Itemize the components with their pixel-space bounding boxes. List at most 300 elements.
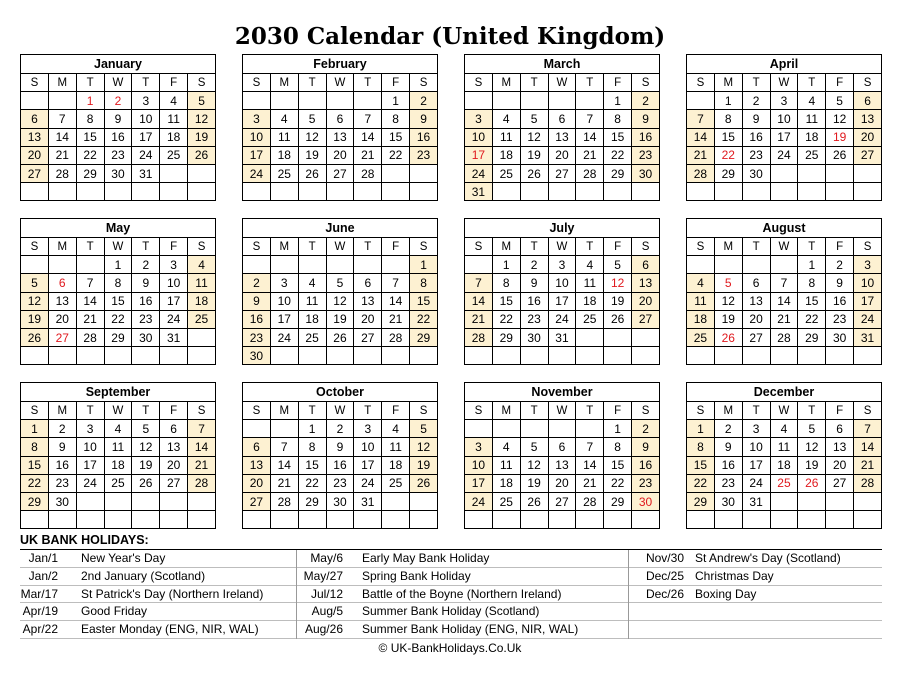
- holiday-day-cell: 17: [465, 146, 493, 164]
- day-cell: 29: [410, 328, 438, 346]
- empty-day-cell: [826, 164, 854, 182]
- empty-day-cell: [632, 511, 660, 529]
- empty-day-cell: [520, 511, 548, 529]
- day-cell: 21: [270, 474, 298, 492]
- holiday-name: Good Friday: [81, 604, 148, 619]
- day-cell: 19: [798, 456, 826, 474]
- day-cell: 1: [298, 420, 326, 438]
- empty-day-cell: [132, 183, 160, 201]
- day-cell: 2: [520, 256, 548, 274]
- day-cell: 5: [826, 92, 854, 110]
- empty-day-cell: [243, 511, 271, 529]
- week-row: [243, 456, 438, 474]
- day-cell: 3: [465, 438, 493, 456]
- day-cell: 3: [243, 110, 271, 128]
- day-cell: 26: [21, 328, 49, 346]
- week-row: [465, 110, 660, 128]
- day-cell: 1: [604, 420, 632, 438]
- day-cell: 22: [604, 146, 632, 164]
- month-november: [464, 382, 660, 529]
- month-august: [686, 218, 882, 365]
- day-cell: 18: [576, 292, 604, 310]
- holiday-date: Aug/26: [304, 622, 343, 637]
- day-cell: 29: [21, 492, 49, 510]
- empty-day-cell: [410, 347, 438, 365]
- weekday-header: S: [188, 238, 216, 256]
- page-title: 2030 Calendar (United Kingdom): [234, 23, 666, 50]
- month-name: January: [21, 55, 216, 74]
- day-cell: 25: [798, 146, 826, 164]
- day-cell: 5: [798, 420, 826, 438]
- weekday-header: W: [548, 74, 576, 92]
- month-january: [20, 54, 216, 201]
- empty-day-cell: [326, 347, 354, 365]
- weekday-header: S: [465, 238, 493, 256]
- day-cell: 18: [492, 474, 520, 492]
- week-row: [465, 456, 660, 474]
- day-cell: 10: [243, 128, 271, 146]
- empty-day-cell: [298, 92, 326, 110]
- weekday-header: S: [687, 238, 715, 256]
- day-cell: 4: [160, 92, 188, 110]
- day-cell: 24: [465, 164, 493, 182]
- empty-day-cell: [742, 256, 770, 274]
- holiday-row: [20, 568, 296, 586]
- week-row: [687, 110, 882, 128]
- day-cell: 15: [21, 456, 49, 474]
- day-cell: 18: [270, 146, 298, 164]
- empty-day-cell: [21, 183, 49, 201]
- month-name: May: [21, 219, 216, 238]
- day-cell: 21: [576, 146, 604, 164]
- day-cell: 22: [298, 474, 326, 492]
- weekday-header: W: [326, 238, 354, 256]
- day-cell: 19: [326, 310, 354, 328]
- day-cell: 11: [576, 274, 604, 292]
- weekday-header: T: [742, 74, 770, 92]
- weekday-header: T: [520, 238, 548, 256]
- day-cell: 14: [465, 292, 493, 310]
- day-cell: 10: [854, 274, 882, 292]
- weekday-header: M: [714, 402, 742, 420]
- day-cell: 4: [188, 256, 216, 274]
- day-cell: 21: [770, 310, 798, 328]
- day-cell: 15: [798, 292, 826, 310]
- weekday-header: T: [576, 238, 604, 256]
- day-cell: 16: [632, 456, 660, 474]
- holiday-date: May/27: [303, 568, 343, 583]
- day-cell: 23: [326, 474, 354, 492]
- day-cell: 29: [298, 492, 326, 510]
- day-cell: 21: [76, 310, 104, 328]
- weekday-header: M: [714, 74, 742, 92]
- day-cell: 29: [687, 492, 715, 510]
- day-cell: 31: [354, 492, 382, 510]
- holiday-day-cell: 1: [76, 92, 104, 110]
- empty-day-cell: [326, 92, 354, 110]
- week-row: [465, 164, 660, 182]
- day-cell: 20: [160, 456, 188, 474]
- empty-day-cell: [854, 347, 882, 365]
- empty-day-cell: [714, 183, 742, 201]
- day-cell: 27: [21, 164, 49, 182]
- weekday-header: T: [520, 74, 548, 92]
- day-cell: 28: [188, 474, 216, 492]
- day-cell: 12: [826, 110, 854, 128]
- day-cell: 16: [826, 292, 854, 310]
- day-cell: 7: [576, 110, 604, 128]
- weekday-header: T: [76, 238, 104, 256]
- day-cell: 28: [576, 492, 604, 510]
- day-cell: 25: [576, 310, 604, 328]
- day-cell: 9: [326, 438, 354, 456]
- empty-day-cell: [410, 183, 438, 201]
- day-cell: 25: [104, 474, 132, 492]
- week-row: [243, 183, 438, 201]
- holiday-date: Jul/12: [310, 586, 343, 601]
- empty-day-cell: [576, 420, 604, 438]
- day-cell: 11: [298, 292, 326, 310]
- weekday-header: S: [854, 238, 882, 256]
- empty-day-cell: [160, 183, 188, 201]
- weekday-header: S: [188, 74, 216, 92]
- week-row: [687, 292, 882, 310]
- empty-day-cell: [160, 164, 188, 182]
- day-cell: 8: [604, 438, 632, 456]
- empty-day-cell: [160, 511, 188, 529]
- weekday-header: S: [687, 74, 715, 92]
- day-cell: 16: [132, 292, 160, 310]
- empty-day-cell: [354, 92, 382, 110]
- day-cell: 19: [410, 456, 438, 474]
- day-cell: 29: [714, 164, 742, 182]
- weekday-header: F: [826, 238, 854, 256]
- day-cell: 24: [770, 146, 798, 164]
- empty-day-cell: [826, 511, 854, 529]
- day-cell: 28: [465, 328, 493, 346]
- day-cell: 7: [354, 110, 382, 128]
- empty-day-cell: [604, 183, 632, 201]
- day-cell: 14: [76, 292, 104, 310]
- day-cell: 1: [21, 420, 49, 438]
- month-june: [242, 218, 438, 365]
- weekday-header: F: [826, 74, 854, 92]
- week-row: [687, 474, 882, 492]
- weekday-header: S: [465, 74, 493, 92]
- day-cell: 7: [382, 274, 410, 292]
- day-cell: 2: [243, 274, 271, 292]
- day-cell: 9: [104, 110, 132, 128]
- day-cell: 18: [687, 310, 715, 328]
- day-cell: 27: [354, 328, 382, 346]
- weekday-header: S: [410, 74, 438, 92]
- day-cell: 6: [354, 274, 382, 292]
- empty-day-cell: [188, 183, 216, 201]
- bank-holidays-section: [20, 532, 882, 639]
- weekday-header: F: [160, 238, 188, 256]
- day-cell: 5: [21, 274, 49, 292]
- day-cell: 28: [687, 164, 715, 182]
- day-cell: 21: [687, 146, 715, 164]
- month-september: [20, 382, 216, 529]
- month-table: [464, 382, 660, 529]
- month-name: July: [465, 219, 660, 238]
- day-cell: 18: [382, 456, 410, 474]
- day-cell: 31: [854, 328, 882, 346]
- weekday-header: M: [270, 74, 298, 92]
- empty-day-cell: [687, 183, 715, 201]
- day-cell: 27: [632, 310, 660, 328]
- day-cell: 24: [354, 474, 382, 492]
- day-cell: 1: [382, 92, 410, 110]
- day-cell: 8: [687, 438, 715, 456]
- month-table: [464, 54, 660, 201]
- week-row: [21, 292, 216, 310]
- day-cell: 2: [326, 420, 354, 438]
- day-cell: 16: [104, 128, 132, 146]
- day-cell: 8: [492, 274, 520, 292]
- empty-day-cell: [576, 328, 604, 346]
- day-cell: 18: [492, 146, 520, 164]
- month-table: [20, 382, 216, 529]
- empty-day-cell: [770, 492, 798, 510]
- week-row: [465, 420, 660, 438]
- holiday-row: [297, 603, 628, 621]
- week-row: [243, 110, 438, 128]
- empty-day-cell: [21, 347, 49, 365]
- month-may: [20, 218, 216, 365]
- week-row: [243, 292, 438, 310]
- week-row: [465, 438, 660, 456]
- day-cell: 11: [770, 438, 798, 456]
- month-name: March: [465, 55, 660, 74]
- day-cell: 14: [576, 456, 604, 474]
- day-cell: 17: [76, 456, 104, 474]
- empty-day-cell: [354, 256, 382, 274]
- day-cell: 9: [132, 274, 160, 292]
- day-cell: 5: [188, 92, 216, 110]
- empty-day-cell: [465, 420, 493, 438]
- month-december: [686, 382, 882, 529]
- day-cell: 8: [21, 438, 49, 456]
- empty-day-cell: [520, 420, 548, 438]
- day-cell: 4: [576, 256, 604, 274]
- day-cell: 30: [632, 164, 660, 182]
- week-row: [687, 183, 882, 201]
- week-row: [465, 347, 660, 365]
- weekday-header: T: [742, 238, 770, 256]
- weekday-header: S: [410, 402, 438, 420]
- week-row: [21, 492, 216, 510]
- weekday-header: T: [742, 402, 770, 420]
- day-cell: 4: [798, 92, 826, 110]
- holiday-date: Apr/19: [22, 604, 58, 619]
- week-row: [465, 274, 660, 292]
- day-cell: 7: [188, 420, 216, 438]
- day-cell: 14: [270, 456, 298, 474]
- week-row: [687, 347, 882, 365]
- empty-day-cell: [492, 183, 520, 201]
- weekday-header: T: [354, 238, 382, 256]
- empty-day-cell: [104, 511, 132, 529]
- weekday-header: S: [21, 238, 49, 256]
- month-table: [20, 218, 216, 365]
- holiday-row: [20, 550, 296, 568]
- day-cell: 9: [826, 274, 854, 292]
- empty-day-cell: [714, 511, 742, 529]
- day-cell: 7: [270, 438, 298, 456]
- week-row: [21, 146, 216, 164]
- day-cell: 2: [714, 420, 742, 438]
- holiday-date: Nov/30: [645, 551, 684, 565]
- empty-day-cell: [798, 347, 826, 365]
- day-cell: 25: [298, 328, 326, 346]
- holiday-date: Jan/2: [28, 568, 58, 583]
- day-cell: 16: [243, 310, 271, 328]
- week-row: [21, 420, 216, 438]
- day-cell: 8: [104, 274, 132, 292]
- weekday-header: M: [492, 238, 520, 256]
- empty-day-cell: [104, 183, 132, 201]
- holiday-name: Christmas Day: [695, 568, 774, 583]
- day-cell: 1: [798, 256, 826, 274]
- day-cell: 26: [326, 328, 354, 346]
- empty-day-cell: [354, 511, 382, 529]
- day-cell: 25: [382, 474, 410, 492]
- day-cell: 3: [132, 92, 160, 110]
- day-cell: 14: [188, 438, 216, 456]
- day-cell: 12: [520, 128, 548, 146]
- day-cell: 26: [826, 146, 854, 164]
- holiday-day-cell: 2: [104, 92, 132, 110]
- day-cell: 19: [188, 128, 216, 146]
- day-cell: 27: [854, 146, 882, 164]
- day-cell: 25: [270, 164, 298, 182]
- day-cell: 11: [798, 110, 826, 128]
- day-cell: 16: [742, 128, 770, 146]
- holiday-name: Easter Monday (ENG, NIR, WAL): [81, 622, 259, 637]
- day-cell: 4: [270, 110, 298, 128]
- weekday-header: F: [160, 74, 188, 92]
- holiday-day-cell: 30: [632, 492, 660, 510]
- week-row: [687, 492, 882, 510]
- empty-day-cell: [48, 347, 76, 365]
- weekday-header: T: [798, 402, 826, 420]
- empty-day-cell: [576, 347, 604, 365]
- day-cell: 5: [410, 420, 438, 438]
- empty-day-cell: [48, 256, 76, 274]
- month-april: [686, 54, 882, 201]
- week-row: [243, 128, 438, 146]
- week-row: [465, 146, 660, 164]
- empty-day-cell: [160, 347, 188, 365]
- day-cell: 23: [714, 474, 742, 492]
- week-row: [21, 274, 216, 292]
- week-row: [465, 128, 660, 146]
- day-cell: 26: [188, 146, 216, 164]
- empty-day-cell: [632, 183, 660, 201]
- week-row: [687, 310, 882, 328]
- week-row: [243, 438, 438, 456]
- empty-day-cell: [21, 92, 49, 110]
- day-cell: 28: [270, 492, 298, 510]
- day-cell: 27: [548, 164, 576, 182]
- day-cell: 13: [548, 128, 576, 146]
- holiday-name: Battle of the Boyne (Northern Ireland): [362, 586, 562, 601]
- day-cell: 22: [76, 146, 104, 164]
- day-cell: 29: [492, 328, 520, 346]
- weekday-header: W: [104, 238, 132, 256]
- month-name: April: [687, 55, 882, 74]
- day-cell: 17: [465, 474, 493, 492]
- empty-day-cell: [160, 492, 188, 510]
- empty-day-cell: [714, 256, 742, 274]
- day-cell: 28: [770, 328, 798, 346]
- empty-day-cell: [132, 511, 160, 529]
- day-cell: 17: [742, 456, 770, 474]
- month-table: [242, 382, 438, 529]
- holiday-date: Aug/5: [311, 604, 343, 619]
- day-cell: 9: [632, 438, 660, 456]
- week-row: [687, 256, 882, 274]
- empty-day-cell: [798, 511, 826, 529]
- week-row: [465, 256, 660, 274]
- day-cell: 17: [770, 128, 798, 146]
- day-cell: 2: [410, 92, 438, 110]
- day-cell: 4: [492, 110, 520, 128]
- empty-day-cell: [298, 183, 326, 201]
- holiday-day-cell: 12: [604, 274, 632, 292]
- week-row: [465, 328, 660, 346]
- day-cell: 6: [742, 274, 770, 292]
- day-cell: 22: [104, 310, 132, 328]
- day-cell: 2: [632, 420, 660, 438]
- week-row: [687, 146, 882, 164]
- week-row: [465, 292, 660, 310]
- week-row: [465, 183, 660, 201]
- day-cell: 11: [270, 128, 298, 146]
- week-row: [243, 164, 438, 182]
- week-row: [687, 511, 882, 529]
- weekday-header: W: [548, 238, 576, 256]
- day-cell: 26: [298, 164, 326, 182]
- day-cell: 28: [48, 164, 76, 182]
- day-cell: 12: [21, 292, 49, 310]
- day-cell: 21: [854, 456, 882, 474]
- day-cell: 3: [76, 420, 104, 438]
- holiday-day-cell: 22: [714, 146, 742, 164]
- day-cell: 30: [714, 492, 742, 510]
- day-cell: 6: [160, 420, 188, 438]
- day-cell: 8: [798, 274, 826, 292]
- day-cell: 19: [520, 474, 548, 492]
- day-cell: 27: [548, 492, 576, 510]
- day-cell: 24: [132, 146, 160, 164]
- weekday-header: T: [132, 238, 160, 256]
- day-cell: 4: [104, 420, 132, 438]
- empty-day-cell: [770, 164, 798, 182]
- day-cell: 17: [132, 128, 160, 146]
- weekday-header: S: [687, 402, 715, 420]
- weekday-header: S: [243, 74, 271, 92]
- holiday-row: [297, 568, 628, 586]
- empty-day-cell: [548, 92, 576, 110]
- weekday-header: S: [854, 74, 882, 92]
- weekday-header: W: [326, 74, 354, 92]
- day-cell: 10: [76, 438, 104, 456]
- day-cell: 9: [48, 438, 76, 456]
- day-cell: 11: [104, 438, 132, 456]
